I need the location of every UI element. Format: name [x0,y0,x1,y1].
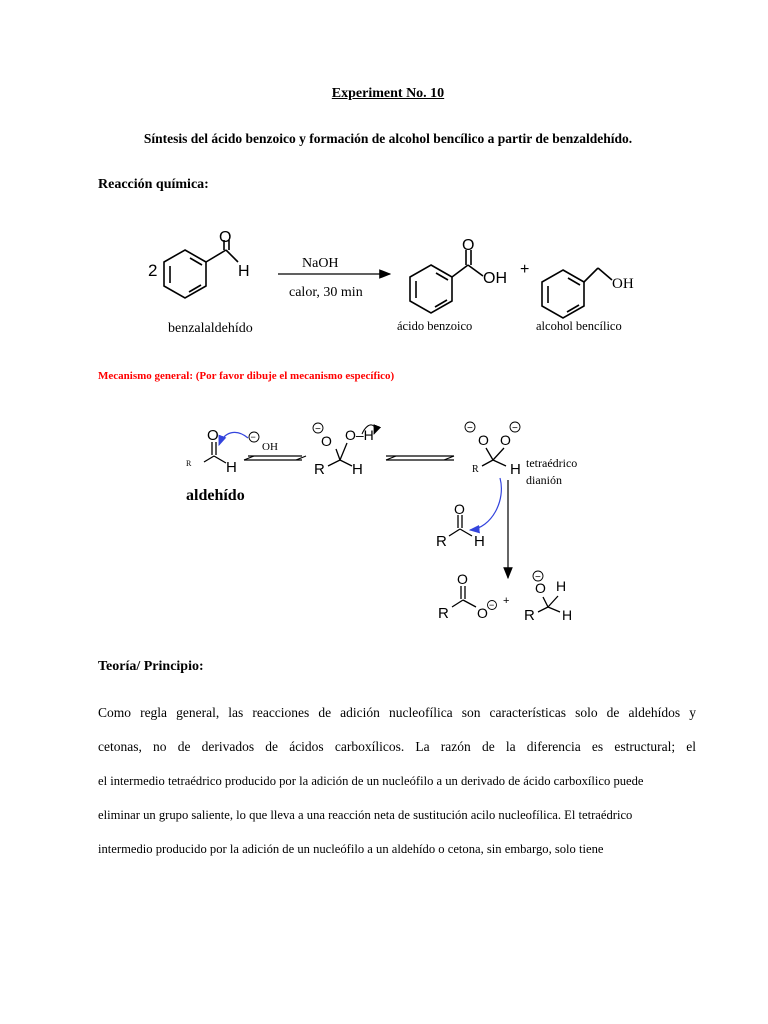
carboxylate-oxygen-minus: O [477,605,488,621]
hydroxide-label: OH [262,441,278,453]
theory-heading: Teoría/ Principio: [98,659,204,674]
mech-aldehyde-r: R [186,459,192,468]
int2-r: R [472,464,479,475]
theory-line: eliminar un grupo saliente, lo que lleva a una reacción neta de sustitución acilo nucleofílica. El tetraédrico [98,808,633,822]
acid-carbonyl-oxygen-label: O [462,237,475,254]
stoichiometric-coefficient: 2 [148,261,158,280]
int2-charge1: − [467,423,473,434]
acid-hydroxyl-label: OH [483,270,507,287]
int1-hydroxyl: O–H [345,427,374,443]
theory-line: Como regla general, las reacciones de adición nucleofílica son características solo de aldehídos y [98,705,696,720]
reagent-label: NaOH [302,256,339,271]
carboxylate-charge: − [489,600,495,610]
label-benzoic-acid: ácido benzoico [397,319,473,333]
alkoxide-r: R [524,607,535,624]
carboxylate-bonds [452,586,476,607]
int2-charge2: − [512,423,518,434]
aldehyde-hydrogen-label: H [238,263,250,280]
aldehyde-oxygen-label: O [219,229,232,246]
carboxylate-oxygen-top: O [457,571,468,587]
mech-aldehyde-bonds [204,442,226,463]
dianion-label-line2: dianión [526,473,562,487]
int2-h: H [510,461,521,478]
aldehyde-label: aldehído [186,487,245,504]
hydroxide-charge: − [250,432,256,442]
theory-line: el intermedio tetraédrico producido por la adición de un nucleófilo a un derivado de ácido carboxílico puede [98,774,644,788]
curved-arrow-hydroxide-attack [219,432,248,445]
conditions-label: calor, 30 min [289,285,363,300]
int1-r: R [314,461,325,478]
mid-aldehyde-bonds [449,515,472,536]
mech-aldehyde-oxygen: O [207,427,219,444]
plus-sign: + [520,261,530,278]
mechanism-title: Mecanismo general: (Por favor dibuje el mecanismo específico) [98,370,395,382]
alkoxide-h-top: H [556,578,567,594]
label-benzyl-alcohol: alcohol bencílico [536,319,622,333]
curved-arrow-hydride-transfer [470,478,501,530]
theory-paragraph [98,700,696,870]
page-title: Experiment No. 10 [331,86,445,101]
alkoxide-bonds [538,596,560,612]
dianion-label-line1: tetraédrico [526,456,578,470]
mid-aldehyde-oxygen: O [454,501,465,517]
mech-aldehyde-h: H [226,459,237,476]
experiment-subtitle: Síntesis del ácido benzoico y formación de alcohol bencílico a partir de benzaldehído. [143,131,633,146]
reaction-heading: Reacción química: [98,177,209,192]
int2-bonds [482,448,506,466]
int1-oxygen: O [321,433,332,449]
int1-h: H [352,461,363,478]
mid-aldehyde-h: H [474,533,485,550]
alkoxide-charge: − [535,572,541,583]
alcohol-hydroxyl-label: OH [612,276,634,292]
mech-plus-sign: + [503,595,510,607]
carboxylate-r: R [438,605,449,622]
int2-oxygen2: O [500,432,511,448]
equilibrium-arrow-1 [244,456,306,460]
theory-line: intermedio producido por la adición de un nucleófilo a un aldehído o cetona, sin embargo, solo tiene [98,842,604,856]
equilibrium-arrow-2 [386,456,454,460]
alkoxide-h-bottom: H [562,607,573,623]
label-benzaldehyde: benzalaldehído [168,321,253,336]
int2-oxygen1: O [478,432,489,448]
alkoxide-oxygen: O [535,580,546,596]
theory-line: cetonas, no de derivados de ácidos carboxílicos. La razón de la diferencia es estructural; el [98,739,696,754]
int1-charge: − [315,424,321,435]
mid-aldehyde-r: R [436,533,447,550]
